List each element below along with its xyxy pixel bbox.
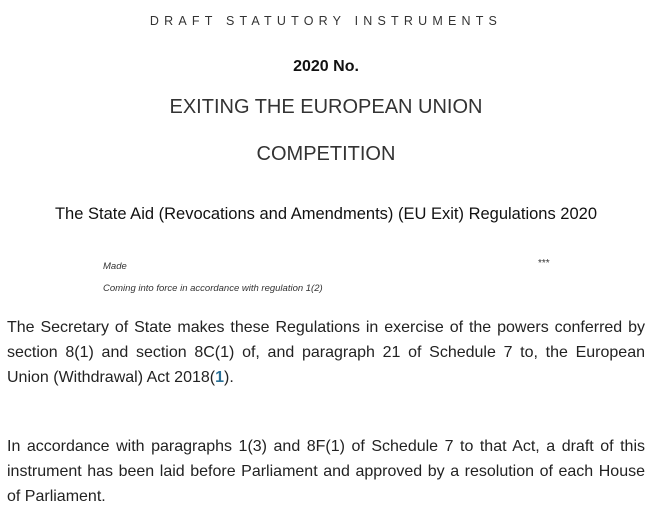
instrument-number: 2020 No.: [293, 58, 359, 75]
document-type-banner: DRAFT STATUTORY INSTRUMENTS: [149, 14, 503, 28]
made-date-value: ***: [538, 258, 550, 269]
footnote-link[interactable]: 1: [215, 369, 224, 386]
made-label: Made: [103, 261, 127, 272]
procedure-paragraph: In accordance with paragraphs 1(3) and 8F(1) of Schedule 7 to that Act, a draft of this instrument has been laid before Parliament and approved by a resolution of each House of Parliament.: [7, 438, 645, 505]
enacting-text: The Secretary of State makes these Regulations in exercise of the powers conferred by section 8(1) and section 8C(1) of, and paragraph 21 of Schedule 7 to, the European Union (Withdrawal) Act 2018(: [7, 319, 645, 386]
subject-heading: EXITING THE EUROPEAN UNION: [169, 96, 483, 118]
enacting-text-end: ).: [224, 369, 234, 386]
made-date-row: [103, 258, 553, 272]
regulations-title: The State Aid (Revocations and Amendments) (EU Exit) Regulations 2020: [54, 205, 598, 223]
coming-into-force-row: Coming into force in accordance with regulation 1(2): [103, 283, 323, 294]
enacting-paragraph: [7, 315, 645, 390]
subsubject-heading: COMPETITION: [256, 143, 396, 165]
